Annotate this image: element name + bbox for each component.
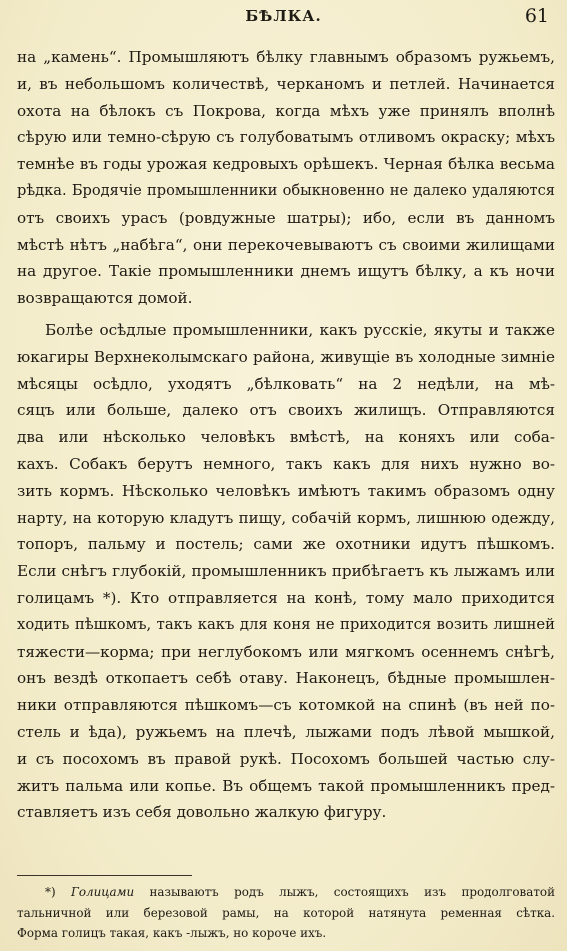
footnote-marker: *): [45, 885, 56, 899]
text-line: онъ вездѣ откопаетъ себѣ отаву. Наконецъ, бѣдные промышлен-: [17, 669, 555, 688]
text-line: юкагиры Верхнеколымскаго района, живущіе въ холодные зимніе: [17, 347, 555, 366]
text-line: два или нѣсколько человѣкъ вмѣстѣ, на коняхъ или соба-: [17, 428, 555, 447]
text-line: ставляетъ изъ себя довольно жалкую фигуру.: [17, 803, 387, 822]
text-line: возвращаются домой.: [17, 289, 193, 308]
footnote-line: Форма голицъ такая, какъ -лыжъ, но короче ихъ.: [17, 926, 327, 940]
text-line: мѣстѣ нѣтъ „набѣга“, они перекочевываютъ съ своими жилищами: [17, 235, 555, 254]
text-line: Если снѣгъ глубокій, промышленникъ прибѣгаетъ къ лыжамъ или: [17, 562, 555, 581]
text-line: отъ своихъ урасъ (ровдужные шатры); ибо, если въ данномъ: [17, 208, 555, 227]
footnote: [17, 882, 555, 944]
text-line: и съ посохомъ въ правой рукѣ. Посохомъ большей частью слу-: [17, 749, 555, 768]
text-line: голицамъ *). Кто отправляется на конѣ, тому мало приходится: [17, 588, 555, 607]
footnote-line: тальничной или березовой рамы, на которой натянута ременная сѣтка.: [17, 905, 555, 920]
text-line: на „камень“. Промышляютъ бѣлку главнымъ образомъ ружьемъ,: [17, 48, 555, 66]
text-line: стель и ѣда), ружьемъ на плечѣ, лыжами подъ лѣвой мышкой,: [17, 722, 555, 741]
text-line: житъ пальма или копье. Въ общемъ такой промышленникъ пред-: [17, 776, 555, 795]
text-line: кахъ. Собакъ берутъ немного, такъ какъ для нихъ нужно во-: [17, 454, 555, 473]
footnote-text: называютъ родъ лыжъ, состоящихъ изъ продолговатой: [134, 885, 555, 899]
text-line: сѣрую или темно-сѣрую съ голубоватымъ отливомъ окраску; мѣхъ: [17, 128, 555, 147]
text-line: ники отправляются пѣшкомъ—съ котомкой на спинѣ (въ ней по-: [17, 696, 555, 715]
text-line: топоръ, пальму и постель; сами же охотники идутъ пѣшкомъ.: [17, 535, 555, 554]
text-line: темнѣе въ годы урожая кедровыхъ орѣшекъ. Черная бѣлка весьма: [17, 155, 555, 174]
text-line: ходить пѣшкомъ, такъ какъ для коня не приходится возить лишней: [17, 615, 555, 633]
text-line: и, въ небольшомъ количествѣ, черканомъ и петлей. Начинается: [17, 74, 555, 93]
text-line: охота на бѣлокъ съ Покрова, когда мѣхъ уже принялъ вполнѣ: [17, 101, 555, 120]
page-header: [0, 7, 567, 31]
text-line: зить кормъ. Нѣсколько человѣкъ имѣютъ такимъ образомъ одну: [17, 481, 555, 500]
text-line: мѣсяцы осѣдло, уходятъ „бѣлковать“ на 2 недѣли, на мѣ-: [17, 374, 555, 393]
text-line: рѣдка. Бродячіе промышленники обыкновенно не далеко удаляются: [17, 181, 555, 199]
text-line: сяцъ или больше, далеко отъ своихъ жилищъ. Отправляются: [17, 401, 555, 420]
page-number: 61: [524, 5, 549, 27]
text-line: тяжести—корма; при неглубокомъ или мягкомъ осеннемъ снѣгѣ,: [17, 642, 555, 661]
footnote-line: [17, 882, 555, 903]
text-line: на другое. Такіе промышленники днемъ ищутъ бѣлку, а къ ночи: [17, 262, 555, 281]
text-line: нарту, на которую кладутъ пищу, собачій кормъ, лишнюю одежду,: [17, 508, 555, 527]
footnote-term: Голицами: [70, 885, 135, 899]
footnote-rule: [17, 875, 192, 876]
running-title: БѢЛКА.: [245, 7, 322, 25]
text-line: Болѣе осѣдлые промышленники, какъ русскіе, якуты и также: [45, 320, 555, 339]
body-text: [17, 44, 555, 826]
